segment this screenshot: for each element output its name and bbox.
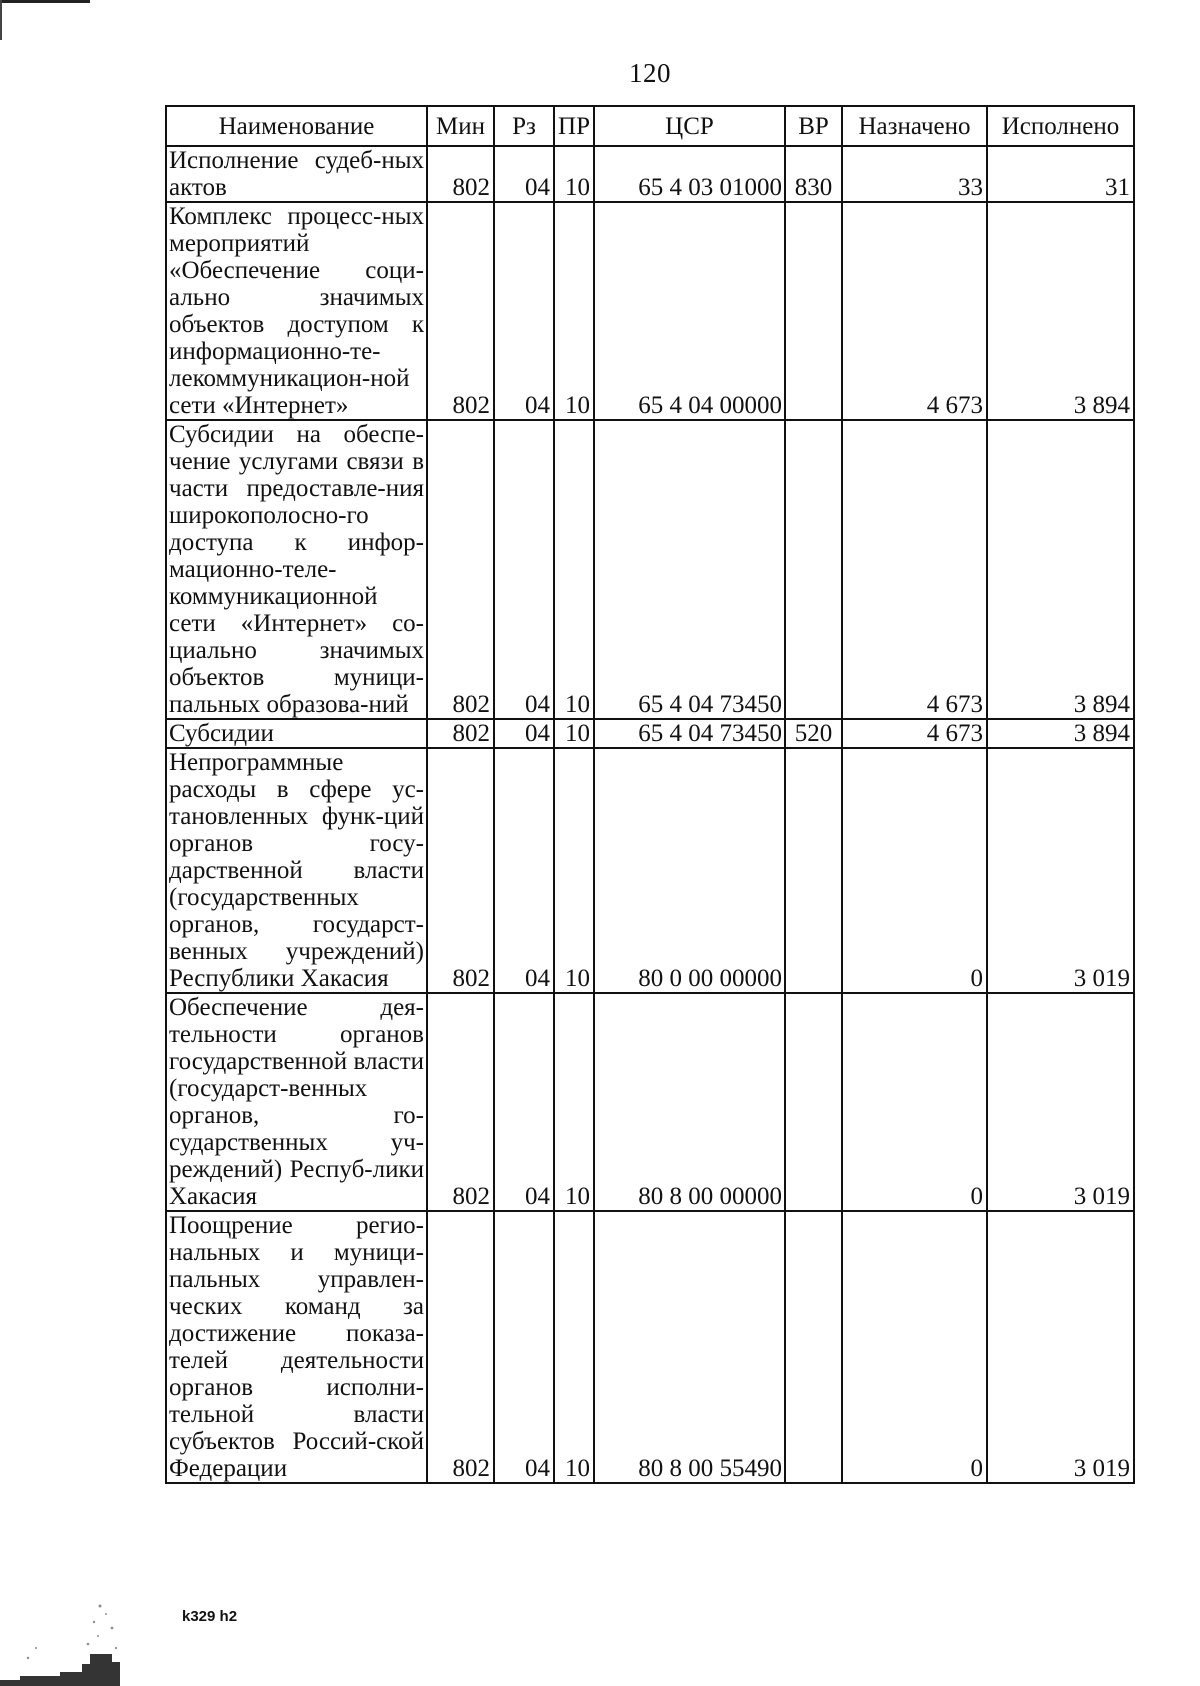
- column-header-csr: ЦСР: [594, 106, 785, 146]
- scan-edge-mark-left: [0, 0, 2, 40]
- row-min: 802: [427, 748, 494, 993]
- row-rz: 04: [494, 1211, 554, 1483]
- table-row: [166, 202, 1134, 420]
- row-assigned: 4 673: [842, 719, 987, 748]
- row-name: Комплекс процесс-ных мероприятий «Обеспечение соци-ально значимых объектов доступом к информационно-те-лекоммуникацион-ной сети «Интернет»: [166, 202, 427, 420]
- table-row: [166, 719, 1134, 748]
- row-assigned: 0: [842, 993, 987, 1211]
- row-rz: 04: [494, 719, 554, 748]
- row-rz: 04: [494, 420, 554, 719]
- column-header-rz: Рз: [494, 106, 554, 146]
- row-assigned: 33: [842, 146, 987, 202]
- row-csr: 65 4 03 01000: [594, 146, 785, 202]
- scan-noise-mark: [0, 1536, 140, 1686]
- row-rz: 04: [494, 146, 554, 202]
- row-vr: [785, 1211, 842, 1483]
- row-executed: 3 894: [987, 202, 1134, 420]
- row-min: 802: [427, 420, 494, 719]
- row-min: 802: [427, 1211, 494, 1483]
- table-row: [166, 420, 1134, 719]
- row-csr: 65 4 04 73450: [594, 719, 785, 748]
- table-row: [166, 748, 1134, 993]
- row-executed: 3 019: [987, 748, 1134, 993]
- row-executed: 3 019: [987, 1211, 1134, 1483]
- row-assigned: 4 673: [842, 420, 987, 719]
- row-vr: [785, 748, 842, 993]
- row-assigned: 0: [842, 748, 987, 993]
- row-min: 802: [427, 146, 494, 202]
- table-row: [166, 993, 1134, 1211]
- row-rz: 04: [494, 993, 554, 1211]
- row-pr: 10: [554, 1211, 594, 1483]
- column-header-executed: Исполнено: [987, 106, 1134, 146]
- row-vr: [785, 202, 842, 420]
- scan-edge-mark: [0, 0, 90, 3]
- row-pr: 10: [554, 748, 594, 993]
- row-vr: 520: [785, 719, 842, 748]
- row-rz: 04: [494, 202, 554, 420]
- table-row: [166, 146, 1134, 202]
- row-name: Субсидии на обеспе-чение услугами связи в части предоставле-ния широкополосно-го доступа к инфор-мационно-теле-коммуникационной сети «Интернет» со-циально значимых объектов муници-пальных образова-ний: [166, 420, 427, 719]
- row-min: 802: [427, 719, 494, 748]
- row-min: 802: [427, 993, 494, 1211]
- row-name: Обеспечение дея-тельности органов государственной власти (государст-венных органов, го-сударственных уч-реждений) Респуб-лики Хакасия: [166, 993, 427, 1211]
- row-csr: 80 8 00 55490: [594, 1211, 785, 1483]
- row-csr: 65 4 04 73450: [594, 420, 785, 719]
- row-pr: 10: [554, 202, 594, 420]
- column-header-vr: ВР: [785, 106, 842, 146]
- table-row: [166, 1211, 1134, 1483]
- column-header-assigned: Назначено: [842, 106, 987, 146]
- row-executed: 31: [987, 146, 1134, 202]
- column-header-min: Мин: [427, 106, 494, 146]
- row-name: Субсидии: [166, 719, 427, 748]
- row-csr: 80 8 00 00000: [594, 993, 785, 1211]
- row-name: Непрограммные расходы в сфере ус-тановленных функ-ций органов госу-дарственной власти (государственных органов, государст-венных учреждений) Республики Хакасия: [166, 748, 427, 993]
- row-csr: 80 0 00 00000: [594, 748, 785, 993]
- row-assigned: 0: [842, 1211, 987, 1483]
- row-pr: 10: [554, 719, 594, 748]
- column-header-pr: ПР: [554, 106, 594, 146]
- page-number: 120: [629, 58, 671, 88]
- row-vr: [785, 993, 842, 1211]
- row-min: 802: [427, 202, 494, 420]
- column-header-name: Наименование: [166, 106, 427, 146]
- row-vr: 830: [785, 146, 842, 202]
- row-csr: 65 4 04 00000: [594, 202, 785, 420]
- footer-document-code: k329 h2: [182, 1608, 238, 1625]
- budget-table-wrapper: [165, 105, 1133, 1484]
- row-vr: [785, 420, 842, 719]
- budget-table: [165, 105, 1135, 1484]
- row-pr: 10: [554, 420, 594, 719]
- row-pr: 10: [554, 146, 594, 202]
- row-name: Поощрение регио-нальных и муници-пальных управлен-ческих команд за достижение показа-телей деятельности органов исполни-тельной власти субъектов Россий-ской Федерации: [166, 1211, 427, 1483]
- table-header-row: [166, 106, 1134, 146]
- row-executed: 3 894: [987, 420, 1134, 719]
- row-name: Исполнение судеб-ных актов: [166, 146, 427, 202]
- row-executed: 3 894: [987, 719, 1134, 748]
- row-rz: 04: [494, 748, 554, 993]
- row-executed: 3 019: [987, 993, 1134, 1211]
- row-assigned: 4 673: [842, 202, 987, 420]
- row-pr: 10: [554, 993, 594, 1211]
